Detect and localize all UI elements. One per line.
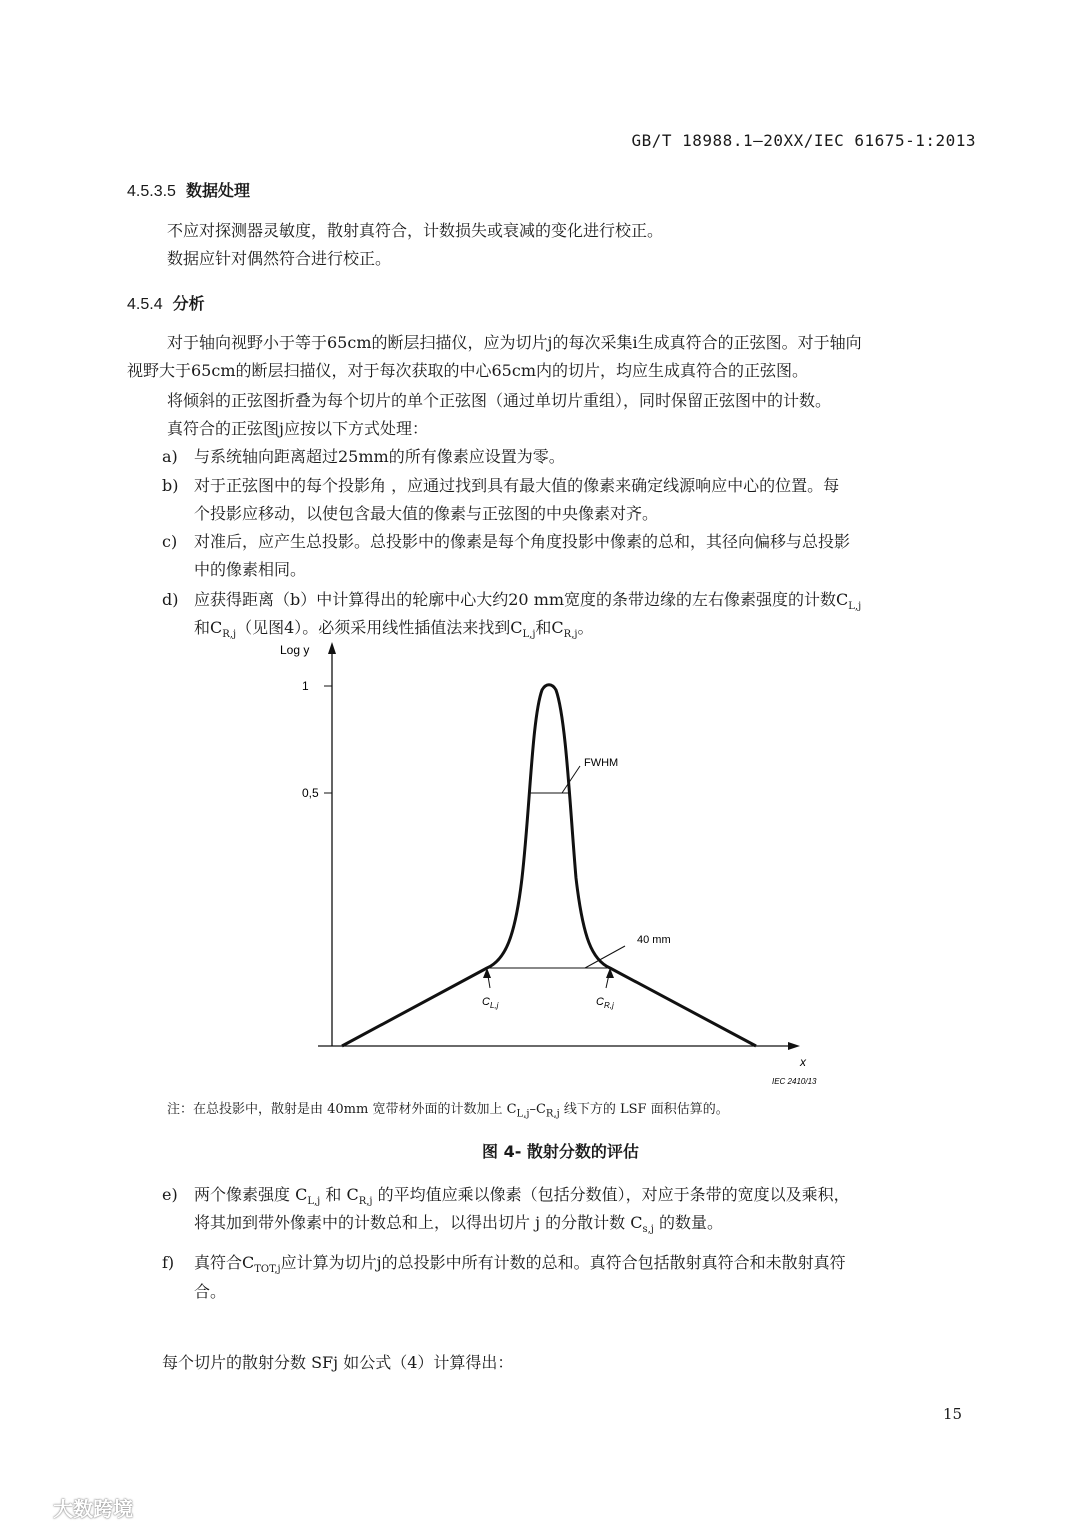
y-axis-arrow	[328, 642, 336, 654]
cl-label: $C_{L,j}$	[482, 996, 499, 1010]
watermark-text: 大数跨境	[53, 1497, 134, 1521]
y-axis-label: Log y	[280, 643, 310, 657]
cr-label: $C_{R,j}$	[596, 996, 614, 1010]
figure-caption: 图 4- 散射分数的评估	[482, 1142, 639, 1161]
list-item-text: 应获得距离（b）中计算得出的轮廓中心大约20 mm宽度的条带边缘的左右像素强度的计数$C_{L,j}$	[194, 590, 862, 613]
band-width-label: 40 mm	[637, 934, 671, 946]
list-label: f)	[162, 1253, 175, 1272]
iec-reference: IEC 2410/13	[772, 1077, 817, 1086]
list-item-text: 将其加到带外像素中的计数总和上，以得出切片 j 的分散计数 $C_{s,j}$ 的数量。	[194, 1213, 723, 1236]
paragraph: 不应对探测器灵敏度，散射真符合，计数损失或衰减的变化进行校正。	[167, 221, 664, 240]
list-item-text: 真符合$C_{TOT,j}$应计算为切片j的总投影中所有计数的总和。真符合包括散射真符合和未散射真符	[194, 1253, 846, 1276]
list-item-text: 对于正弦图中的每个投影角 ，应通过找到具有最大值的像素来确定线源响应中心的位置。每	[194, 476, 840, 495]
y-tick-label: 0,5	[302, 786, 319, 800]
fwhm-label: FWHM	[584, 757, 619, 769]
x-axis-label: x	[800, 1055, 806, 1069]
section-heading-4-5-4	[127, 291, 205, 314]
list-item-text: 个投影应移动，以使包含最大值的像素与正弦图的中央像素对齐。	[194, 504, 659, 523]
list-item-text: 和$C_{R,j}$（见图4）。必须采用线性插值法来找到$C_{L,j}$和$C_{R,j}$。	[194, 618, 594, 641]
figure-note: 注：在总投影中，散射是由 40mm 宽带材外面的计数加上 $C_{L,j}-C_{R,j}$ 线下方的 LSF 面积估算的。	[167, 1102, 729, 1120]
list-label: a)	[162, 447, 178, 466]
section-number: 4.5.4	[127, 296, 163, 313]
paragraph: 真符合的正弦图j应按以下方式处理：	[167, 419, 428, 438]
paragraph: 数据应针对偶然符合进行校正。	[167, 249, 392, 268]
section-title: 分析	[172, 294, 205, 313]
fwhm-leader	[562, 766, 580, 793]
paragraph: 将倾斜的正弦图折叠为每个切片的单个正弦图（通过单切片重组），同时保留正弦图中的计数。	[167, 391, 832, 410]
watermark	[8, 1493, 133, 1525]
list-item-text: 对准后，应产生总投影。总投影中的像素是每个角度投影中像素的总和，其径向偏移与总投影	[194, 532, 851, 551]
list-item-text: 合。	[194, 1282, 227, 1301]
list-label: e)	[162, 1185, 178, 1204]
page-number: 15	[943, 1405, 963, 1423]
paragraph-line: 对于轴向视野小于等于65cm的断层扫描仪，应为切片j的每次采集i生成真符合的正弦图。对于轴向	[167, 333, 862, 352]
list-label: d)	[162, 590, 179, 609]
list-label: b)	[162, 476, 179, 495]
list-label: c)	[162, 532, 178, 551]
standard-code: GB/T 18988.1—20XX/IEC 61675-1:2013	[631, 131, 976, 150]
x-axis-arrow	[788, 1042, 800, 1050]
section-title: 数据处理	[185, 181, 250, 200]
paragraph-line: 视野大于65cm的断层扫描仪，对于每次获取的中心65cm内的切片，均应生成真符合的正弦图。	[127, 361, 808, 380]
lsf-curve	[342, 685, 756, 1046]
list-item-text: 中的像素相同。	[194, 560, 307, 579]
list-item-text: 与系统轴向距离超过25mm的所有像素应设置为零。	[194, 447, 565, 466]
y-tick-label: 1	[302, 679, 309, 693]
watermark-logo-icon	[8, 1499, 48, 1525]
list-item-text: 两个像素强度 $C_{L,j}$ 和 $C_{R,j}$ 的平均值应乘以像素（包括分数值），对应于条带的宽度以及乘积，	[194, 1185, 850, 1208]
closing-paragraph: 每个切片的散射分数 SFj 如公式（4）计算得出：	[162, 1353, 514, 1372]
section-heading-4-5-3-5	[127, 178, 250, 201]
figure-4-chart	[280, 638, 860, 1093]
section-number: 4.5.3.5	[127, 183, 176, 200]
